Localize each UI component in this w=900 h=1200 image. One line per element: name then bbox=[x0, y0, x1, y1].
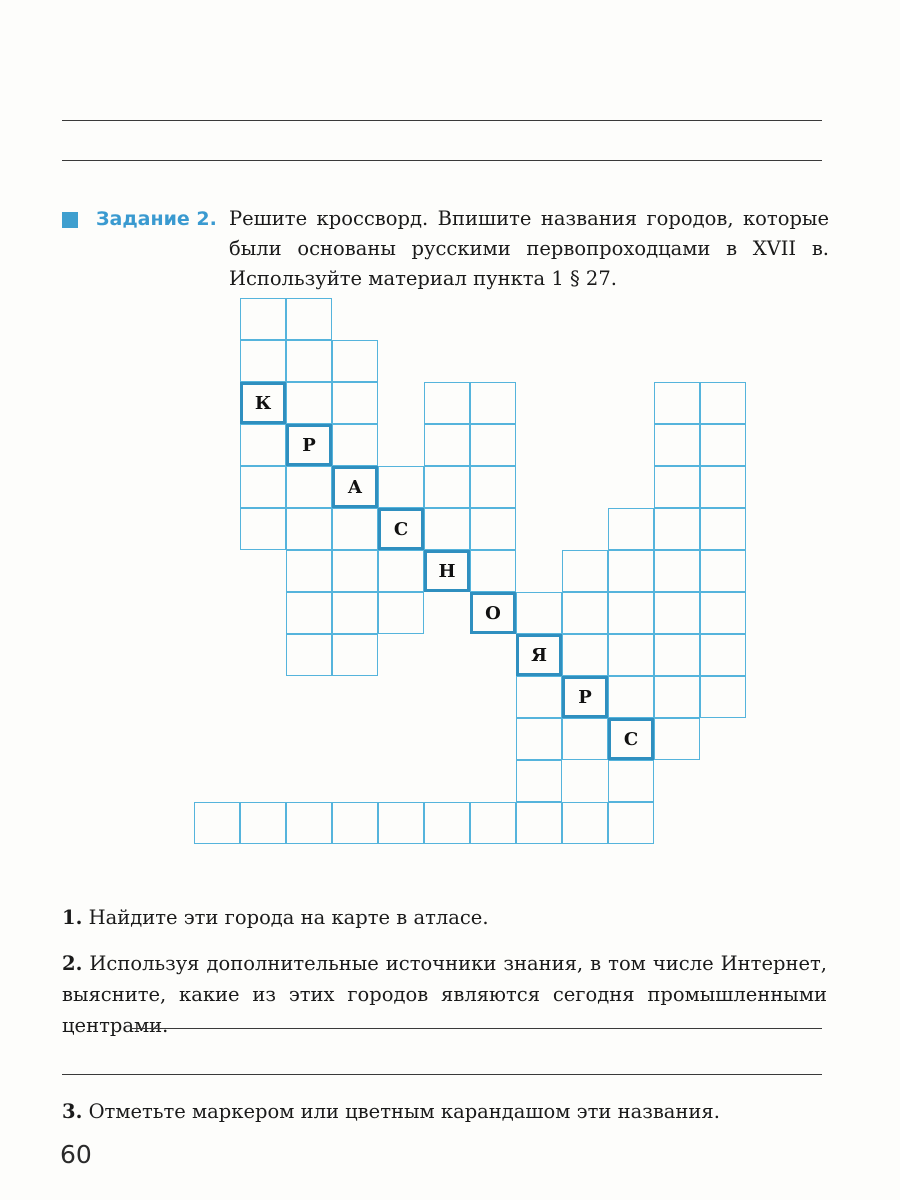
question-text: Найдите эти города на карте в атласе. bbox=[88, 906, 489, 929]
crossword-cell[interactable] bbox=[286, 634, 332, 676]
crossword-cell[interactable] bbox=[240, 802, 286, 844]
crossword-key-cell[interactable]: Р bbox=[562, 676, 608, 718]
crossword-cell[interactable] bbox=[608, 676, 654, 718]
crossword-cell[interactable] bbox=[424, 424, 470, 466]
crossword-key-cell[interactable]: С bbox=[378, 508, 424, 550]
question-text: Используя дополнительные источники знания, в том числе Интернет, выясните, какие из этих городов являются сегодня промышленными центрами. bbox=[62, 952, 827, 1037]
crossword-cell[interactable] bbox=[700, 466, 746, 508]
crossword-key-cell[interactable]: К bbox=[240, 382, 286, 424]
question-number: 3. bbox=[62, 1100, 83, 1123]
question-text: Отметьте маркером или цветным карандашом эти названия. bbox=[88, 1100, 720, 1123]
crossword-cell[interactable] bbox=[332, 382, 378, 424]
crossword-cell[interactable] bbox=[654, 508, 700, 550]
crossword-cell[interactable] bbox=[608, 592, 654, 634]
question-number: 1. bbox=[62, 906, 83, 929]
crossword-cell[interactable] bbox=[424, 802, 470, 844]
crossword-cell[interactable] bbox=[654, 424, 700, 466]
crossword-cell[interactable] bbox=[470, 424, 516, 466]
crossword-cell[interactable] bbox=[470, 550, 516, 592]
crossword-cell[interactable] bbox=[654, 718, 700, 760]
crossword-cell[interactable] bbox=[332, 802, 378, 844]
crossword-cell[interactable] bbox=[654, 466, 700, 508]
crossword-key-cell[interactable]: Н bbox=[424, 550, 470, 592]
crossword-key-cell[interactable]: Р bbox=[286, 424, 332, 466]
crossword-cell[interactable] bbox=[286, 592, 332, 634]
crossword-cell[interactable] bbox=[286, 466, 332, 508]
crossword-cell[interactable] bbox=[286, 508, 332, 550]
crossword-cell[interactable] bbox=[378, 592, 424, 634]
crossword-cell[interactable] bbox=[608, 508, 654, 550]
crossword-cell[interactable] bbox=[516, 676, 562, 718]
crossword-cell[interactable] bbox=[654, 592, 700, 634]
crossword-cell[interactable] bbox=[608, 634, 654, 676]
page-number: 60 bbox=[60, 1140, 92, 1169]
crossword-cell[interactable] bbox=[240, 340, 286, 382]
crossword-key-cell[interactable]: О bbox=[470, 592, 516, 634]
crossword-cell[interactable] bbox=[562, 550, 608, 592]
crossword-cell[interactable] bbox=[562, 592, 608, 634]
crossword-cell[interactable] bbox=[654, 634, 700, 676]
crossword-cell[interactable] bbox=[516, 802, 562, 844]
crossword-cell[interactable] bbox=[562, 718, 608, 760]
question-3 bbox=[62, 1096, 827, 1127]
crossword-cell[interactable] bbox=[516, 760, 562, 802]
crossword-cell[interactable] bbox=[286, 382, 332, 424]
question-1 bbox=[62, 902, 827, 933]
crossword-key-cell[interactable]: Я bbox=[516, 634, 562, 676]
crossword-cell[interactable] bbox=[332, 634, 378, 676]
crossword-cell[interactable] bbox=[516, 592, 562, 634]
crossword-cell[interactable] bbox=[378, 550, 424, 592]
crossword-cell[interactable] bbox=[424, 382, 470, 424]
crossword-cell[interactable] bbox=[286, 802, 332, 844]
crossword-cell[interactable] bbox=[286, 340, 332, 382]
crossword-cell[interactable] bbox=[332, 508, 378, 550]
answer-line-2 bbox=[62, 1074, 822, 1075]
crossword-cell[interactable] bbox=[654, 550, 700, 592]
crossword-cell[interactable] bbox=[332, 592, 378, 634]
crossword-cell[interactable] bbox=[240, 466, 286, 508]
question-number: 2. bbox=[62, 952, 83, 975]
crossword-cell[interactable] bbox=[332, 424, 378, 466]
crossword-cell[interactable] bbox=[700, 382, 746, 424]
crossword-cell[interactable] bbox=[286, 298, 332, 340]
crossword-cell[interactable] bbox=[470, 382, 516, 424]
task-text: Решите кроссворд. Впишите названия городов, которые были основаны русскими первопроходцами в XVII в. Используйте материал пункта 1 § 27. bbox=[229, 207, 829, 290]
crossword-cell[interactable] bbox=[470, 802, 516, 844]
crossword-cell[interactable] bbox=[240, 424, 286, 466]
crossword-cell[interactable] bbox=[700, 508, 746, 550]
crossword-cell[interactable] bbox=[470, 508, 516, 550]
crossword-cell[interactable] bbox=[424, 466, 470, 508]
crossword-cell[interactable] bbox=[608, 550, 654, 592]
crossword-key-cell[interactable]: А bbox=[332, 466, 378, 508]
crossword-cell[interactable] bbox=[654, 382, 700, 424]
crossword-cell[interactable] bbox=[332, 550, 378, 592]
crossword-cell[interactable] bbox=[700, 424, 746, 466]
crossword-cell[interactable] bbox=[470, 466, 516, 508]
crossword-cell[interactable] bbox=[378, 466, 424, 508]
crossword-cell[interactable] bbox=[516, 718, 562, 760]
crossword-cell[interactable] bbox=[700, 676, 746, 718]
crossword-cell[interactable] bbox=[240, 298, 286, 340]
crossword-key-cell[interactable]: С bbox=[608, 718, 654, 760]
crossword-cell[interactable] bbox=[654, 676, 700, 718]
crossword-cell[interactable] bbox=[608, 760, 654, 802]
crossword-cell[interactable] bbox=[194, 802, 240, 844]
crossword-cell[interactable] bbox=[562, 802, 608, 844]
crossword-cell[interactable] bbox=[332, 340, 378, 382]
crossword-cell[interactable] bbox=[378, 802, 424, 844]
crossword-cell[interactable] bbox=[700, 634, 746, 676]
task-label: Задание 2. bbox=[96, 208, 217, 230]
crossword-cell[interactable] bbox=[608, 802, 654, 844]
crossword-cell[interactable] bbox=[424, 508, 470, 550]
crossword-cell[interactable] bbox=[286, 550, 332, 592]
crossword-cell[interactable] bbox=[700, 592, 746, 634]
crossword-cell[interactable] bbox=[700, 550, 746, 592]
crossword-cell[interactable] bbox=[240, 508, 286, 550]
crossword-cell[interactable] bbox=[562, 634, 608, 676]
answer-line-1 bbox=[132, 1028, 822, 1029]
